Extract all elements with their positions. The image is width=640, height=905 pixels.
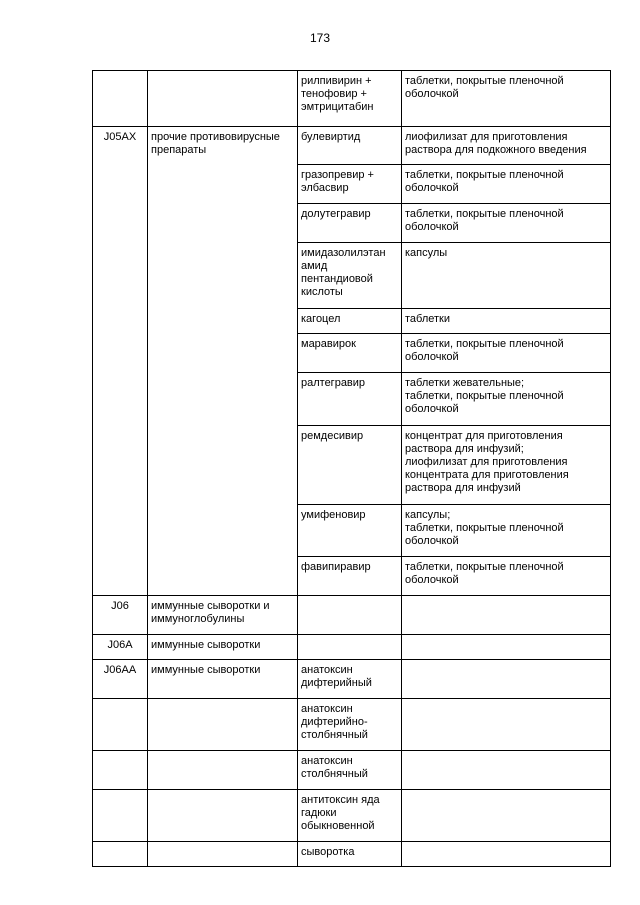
form-cell: таблетки, покрытые пленочной оболочкой — [402, 204, 611, 243]
drug-cell: умифеновир — [298, 505, 402, 557]
drug-cell: анатоксин дифтерийно- столбнячный — [298, 699, 402, 751]
atc-code-cell — [93, 699, 148, 751]
atc-code-cell — [93, 71, 148, 127]
form-cell — [402, 790, 611, 842]
form-cell: таблетки, покрытые пленочной оболочкой — [402, 165, 611, 204]
group-cell — [148, 751, 298, 790]
drug-cell: фавипиравир — [298, 557, 402, 596]
drug-cell — [298, 635, 402, 660]
form-cell — [402, 635, 611, 660]
table-row — [93, 596, 611, 635]
drug-table — [92, 70, 611, 867]
drug-cell: долутегравир — [298, 204, 402, 243]
form-cell — [402, 699, 611, 751]
group-cell — [148, 699, 298, 751]
group-cell: иммунные сыворотки и иммуноглобулины — [148, 596, 298, 635]
page-number: 173 — [309, 31, 331, 45]
group-cell: иммунные сыворотки — [148, 660, 298, 699]
group-cell — [148, 71, 298, 127]
group-cell — [148, 842, 298, 867]
form-cell — [402, 596, 611, 635]
table-row — [93, 790, 611, 842]
group-cell — [148, 790, 298, 842]
drug-cell: ралтегравир — [298, 373, 402, 426]
form-cell: таблетки — [402, 309, 611, 334]
drug-cell: сыворотка — [298, 842, 402, 867]
drug-cell: ремдесивир — [298, 426, 402, 505]
drug-cell: рилпивирин + тенофовир + эмтрицитабин — [298, 71, 402, 127]
form-cell — [402, 842, 611, 867]
group-cell: прочие противовирусные препараты — [148, 127, 298, 596]
group-cell: иммунные сыворотки — [148, 635, 298, 660]
atc-code-cell — [93, 790, 148, 842]
form-cell: лиофилизат для приготовления раствора для подкожного введения — [402, 127, 611, 165]
atc-code-cell — [93, 842, 148, 867]
drug-cell: маравирок — [298, 334, 402, 373]
table-row — [93, 71, 611, 127]
form-cell: таблетки жевательные; таблетки, покрытые пленочной оболочкой — [402, 373, 611, 426]
table-row — [93, 635, 611, 660]
drug-cell: антитоксин яда гадюки обыкновенной — [298, 790, 402, 842]
drug-cell: булевиртид — [298, 127, 402, 165]
table-row — [93, 660, 611, 699]
drug-cell: анатоксин столбнячный — [298, 751, 402, 790]
form-cell — [402, 660, 611, 699]
drug-cell: анатоксин дифтерийный — [298, 660, 402, 699]
form-cell: таблетки, покрытые пленочной оболочкой — [402, 334, 611, 373]
drug-cell: имидазолилэтан амид пентандиовой кислоты — [298, 243, 402, 309]
table-row — [93, 699, 611, 751]
form-cell: капсулы — [402, 243, 611, 309]
atc-code-cell — [93, 751, 148, 790]
atc-code-cell: J05AX — [93, 127, 148, 596]
table-row — [93, 842, 611, 867]
form-cell: таблетки, покрытые пленочной оболочкой — [402, 71, 611, 127]
table-row — [93, 751, 611, 790]
table-row — [93, 127, 611, 165]
form-cell: концентрат для приготовления раствора для инфузий; лиофилизат для приготовления концентрата для приготовления раствора для инфузий — [402, 426, 611, 505]
atc-code-cell: J06A — [93, 635, 148, 660]
form-cell: капсулы; таблетки, покрытые пленочной оболочкой — [402, 505, 611, 557]
atc-code-cell: J06 — [93, 596, 148, 635]
drug-cell: кагоцел — [298, 309, 402, 334]
atc-code-cell: J06AA — [93, 660, 148, 699]
drug-cell: гразопревир + элбасвир — [298, 165, 402, 204]
form-cell — [402, 751, 611, 790]
form-cell: таблетки, покрытые пленочной оболочкой — [402, 557, 611, 596]
drug-cell — [298, 596, 402, 635]
